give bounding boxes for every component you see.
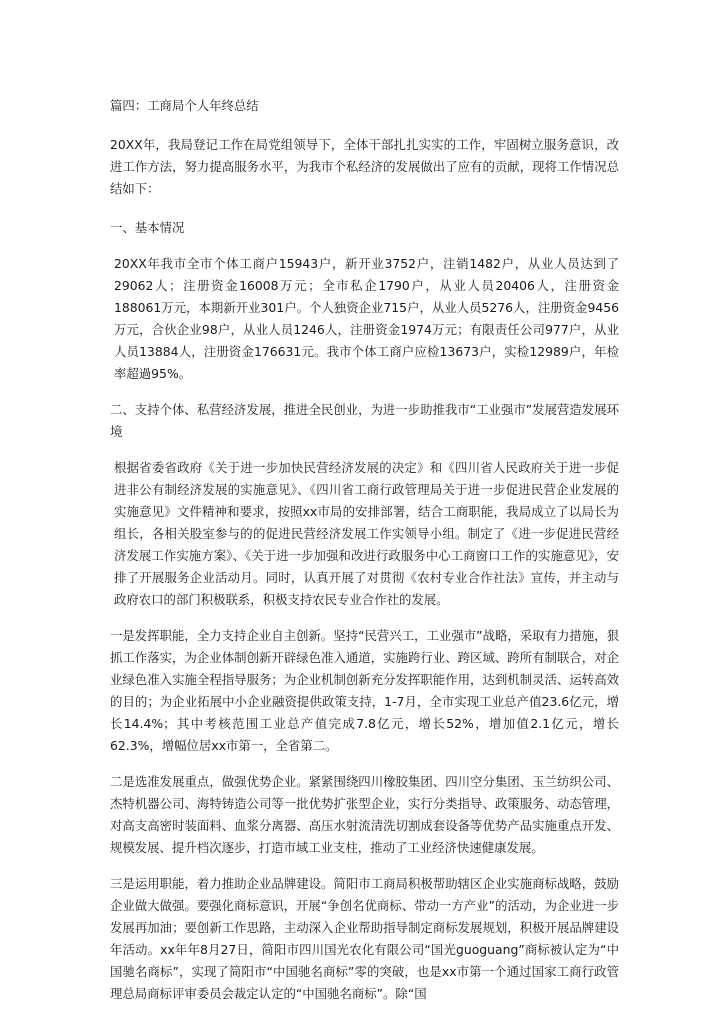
intro-paragraph: 20XX年，我局登记工作在局党组领导下，全体干部扎扎实实的工作，牢固树立服务意识，改进工作方法，努力提高服务水平，为我市个私经济的发展做出了应有的贡献，现将工作情况总结如下： (110, 137, 619, 196)
paragraph-point-three: 三是运用职能，着力推助企业品牌建设。简阳市工商局积极帮助辖区企业实施商标战略，鼓励企业做大做强。要强化商标意识，开展“争创名优商标、带动一方产业”的活动，为企业进一步发展再加油；要创新工作思路，主动深入企业帮助指导制定商标发展规划，积极开展品牌建设年活动。xx年年8月27日，简阳市四川国光农化有限公司“国光guoguang”商标被认定为“中国驰名商标”，实现了简阳市“中国驰名商标”零的突破，也是xx市第一个通过国家工商行政管理总局商标评审委员会裁定认定的“中国驰名商标”。除“国 (110, 876, 619, 1001)
document-title: 篇四：工商局个人年终总结 (110, 98, 259, 113)
section-1-body: 20XX年我市全市个体工商户15943户，新开业3752户，注销1482户，从业人员达到了29062人；注册资金16008万元；全市私企1790户，从业人员20406人，注册资金188061万元，本期新开业301户。个人独资企业715户，从业人员5276人，注册资金9456万元，合伙企业98户，从业人员1246人，注册资金1974万元；有限责任公司977户，从业人员13884人，注册资金176631元。我市个体工商户应检13673户，实检12989户，年检率超過95%。 (114, 256, 619, 381)
section-2-heading: 二、支持个体、私营经济发展，推进全民创业，为进一步助推我市“工业强市”发展营造发展环境 (110, 402, 619, 439)
section-2-body: 根据省委省政府《关于进一步加快民营经济发展的决定》和《四川省人民政府关于进一步促进非公有制经济发展的实施意见》、《四川省工商行政管理局关于进一步促进民营企业发展的实施意见》文件精神和要求，按照xx市局的安排部署，结合工商职能，我局成立了以局长为组长，各相关股室参与的的促进民营经济发展工作实领导小组。制定了《进一步促进民营经济发展工作实施方案》、《关于进一步加强和改进行政服务中心工商窗口工作的实施意见》，安排了开展服务企业活动月。同时，认真开展了对贯彻《农村专业合作社法》宣传，并主动与政府农口的部门积极联系，积极支持农民专业合作社的发展。 (114, 460, 619, 607)
section-1-heading: 一、基本情况 (110, 220, 185, 235)
paragraph-point-one: 一是发挥职能，全力支持企业自主创新。坚持“民营兴工，工业强市”战略，采取有力措施，狠抓工作落实，为企业体制创新开辟绿色准入通道，实施跨行业、跨区域、跨所有制联合，对企业绿色准入实施全程指导服务；为企业机制创新充分发挥职能作用，达到机制灵活、运转高效的目的；为企业拓展中小企业融资提供政策支持，1-7月，全市实现工业总产值23.6亿元，增长14.4%；其中考核范围工业总产值完成7.8亿元，增长52%，增加值2.1亿元，增长62.3%，增幅位居xx市第一，全省第二。 (110, 628, 619, 753)
paragraph-point-two: 二是选准发展重点，做强优势企业。紧紧围绕四川橡胶集团、四川空分集团、玉兰纺织公司、杰特机器公司、海特铸造公司等一批优势扩张型企业，实行分类指导、政策服务、动态管理，对高支高密时装面料、血浆分离器、高压水射流清洗切割成套设备等优势产品实施重点开发、规模发展、提升档次逐步，打造市域工业支柱，推动了工业经济快速健康发展。 (110, 774, 619, 855)
